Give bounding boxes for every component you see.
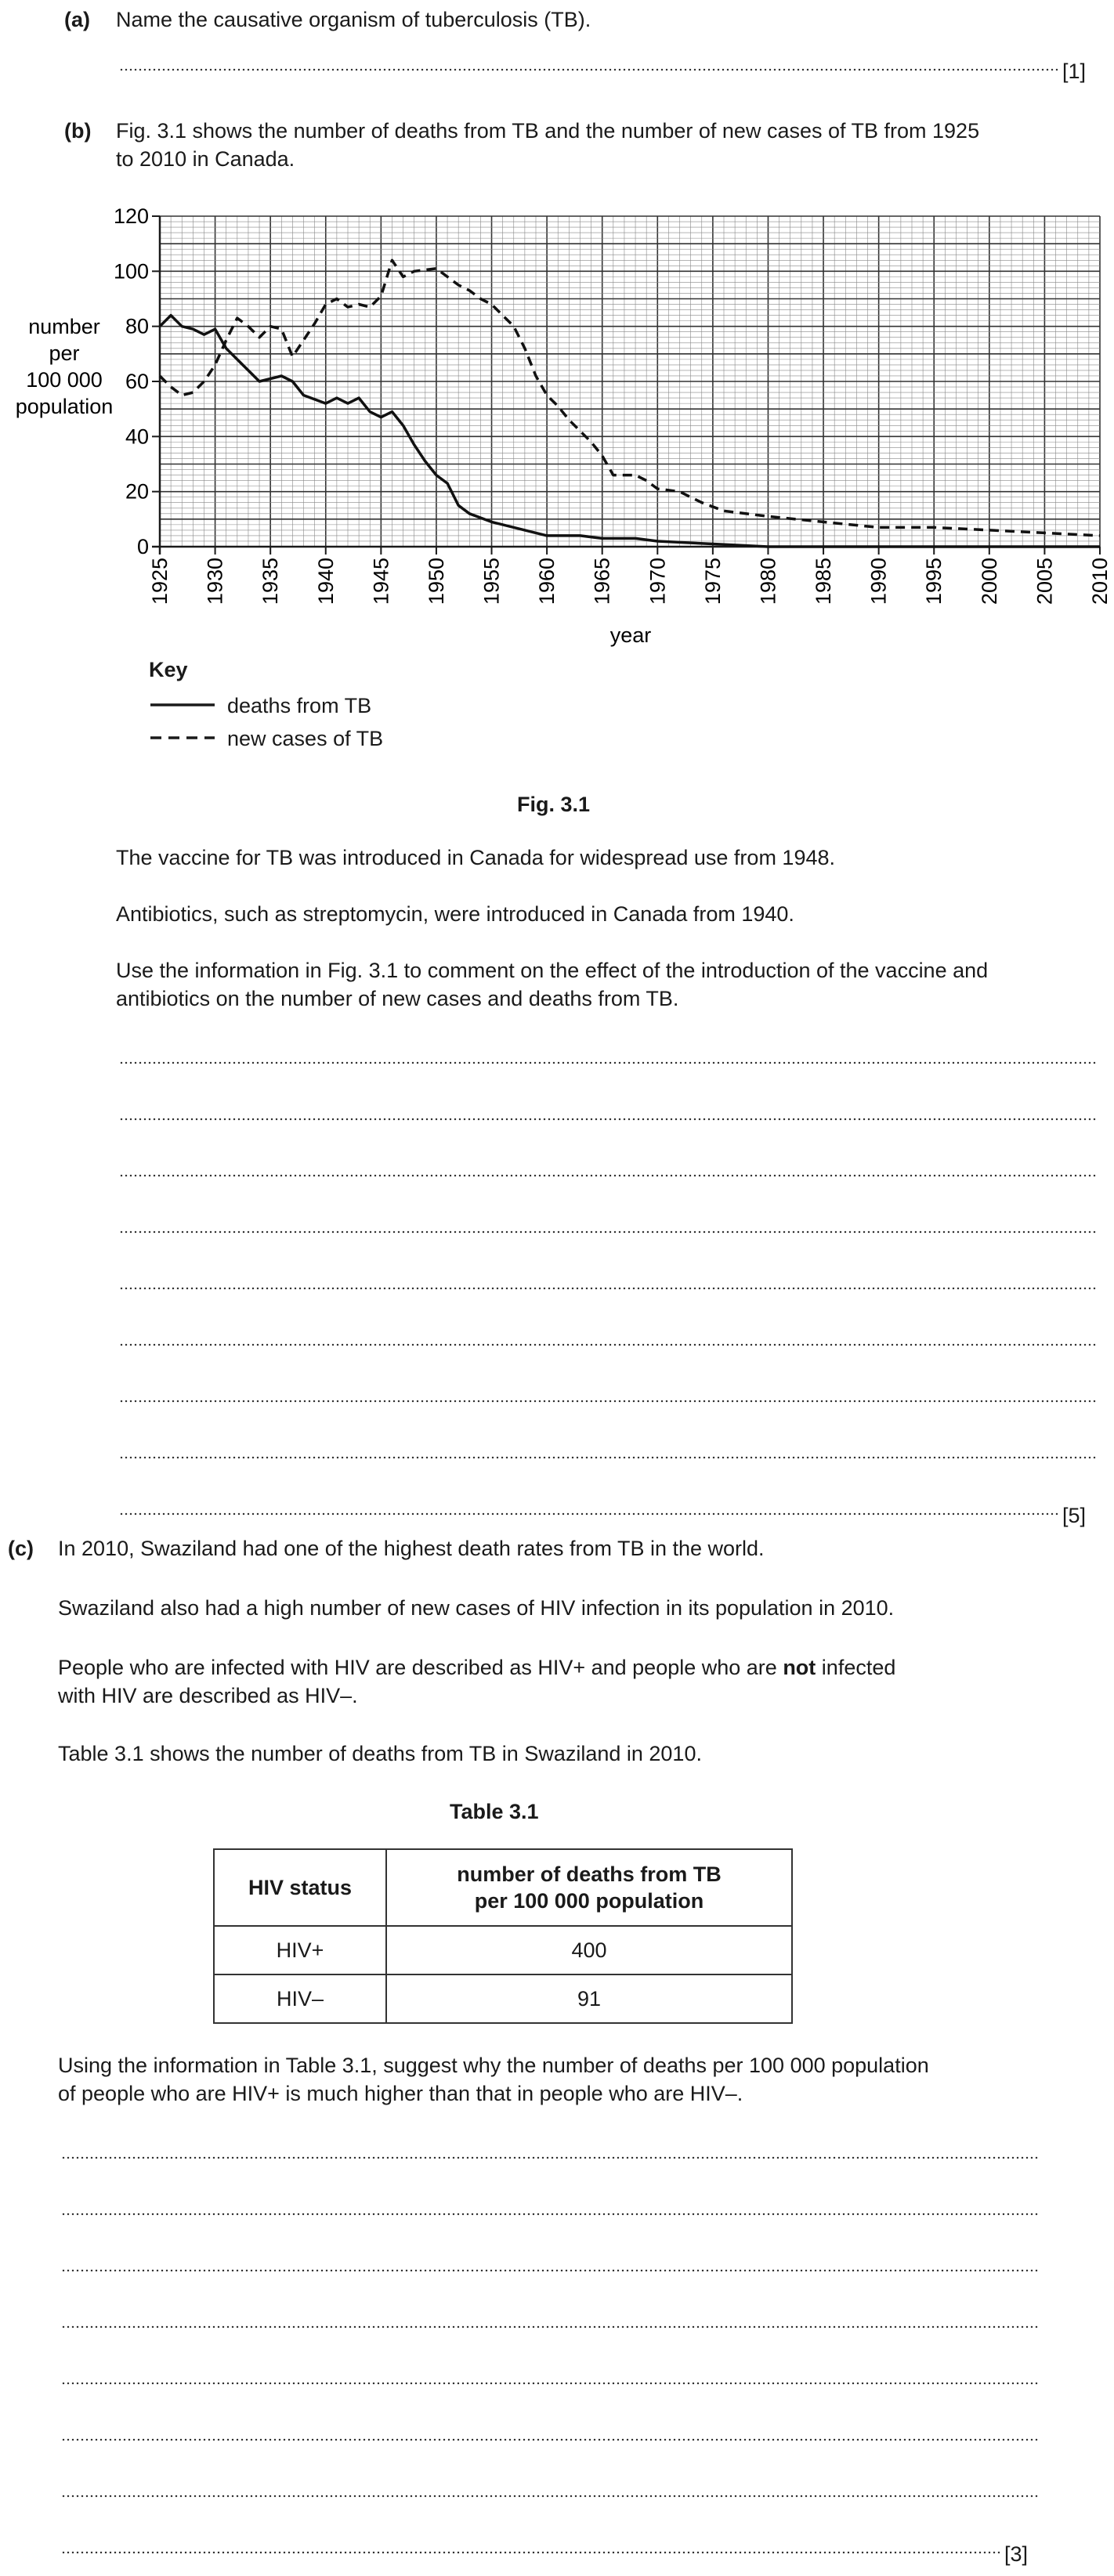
part-b-intro-line2: to 2010 in Canada.: [116, 147, 295, 171]
y-tick-label: 120: [113, 204, 149, 228]
y-axis-label-line: 100 000: [26, 368, 103, 392]
table-header-status: HIV status: [214, 1849, 386, 1926]
part-c-label: (c): [8, 1537, 34, 1560]
instruction-line1: Use the information in Fig. 3.1 to comment on the effect of the introduction of the vaccine and: [116, 959, 989, 982]
x-tick-label: 1950: [424, 558, 448, 605]
table-row: [214, 1974, 792, 2023]
part-c-p3-line2: with HIV are described as HIV–.: [58, 1684, 358, 1707]
table-row: [214, 1926, 792, 1974]
x-axis-label: year: [609, 623, 652, 647]
x-tick-label: 1965: [590, 558, 614, 605]
instruction-line2: antibiotics on the number of new cases and deaths from TB.: [116, 987, 679, 1010]
table-header-row: [214, 1849, 792, 1926]
x-tick-label: 2010: [1088, 558, 1112, 605]
x-tick-label: 1980: [756, 558, 780, 605]
table-cell-deaths: 91: [386, 1974, 792, 2023]
part-c-question-line1: Using the information in Table 3.1, suggest why the number of deaths per 100 000 population: [58, 2054, 929, 2077]
table-cell-status: HIV–: [214, 1974, 386, 2023]
x-tick-label: 1990: [866, 558, 891, 605]
answer-line-a[interactable]: [119, 49, 1059, 72]
answer-line-b[interactable]: [119, 1493, 1059, 1516]
answer-line-b[interactable]: [119, 1380, 1097, 1404]
answer-line-b[interactable]: [119, 1042, 1097, 1065]
x-tick-label: 1955: [479, 558, 504, 605]
part-a-label: (a): [64, 8, 90, 31]
vaccine-text: The vaccine for TB was introduced in Canada for widespread use from 1948.: [116, 846, 835, 869]
chart-grid: [160, 216, 1100, 547]
answer-line-c[interactable]: [61, 2249, 1039, 2273]
hiv-table: [213, 1848, 793, 2024]
x-tick-label: 1935: [259, 558, 283, 605]
x-tick-label: 1970: [646, 558, 670, 605]
y-axis-label-line: per: [49, 341, 80, 365]
part-c-p4: Table 3.1 shows the number of deaths from TB in Swaziland in 2010.: [58, 1742, 702, 1765]
legend-swatches: [149, 689, 219, 752]
answer-line-b[interactable]: [119, 1324, 1097, 1347]
part-c-question-line2: of people who are HIV+ is much higher than that in people who are HIV–.: [58, 2082, 743, 2105]
y-tick-label: 80: [125, 314, 149, 338]
chart-axes: [114, 204, 1112, 605]
part-b-label: (b): [64, 119, 92, 143]
answer-line-b[interactable]: [119, 1436, 1097, 1460]
answer-line-b[interactable]: [119, 1098, 1097, 1122]
table-header-deaths: number of deaths from TB per 100 000 population: [386, 1849, 792, 1926]
answer-line-c[interactable]: [61, 2475, 1039, 2498]
table-cell-status: HIV+: [214, 1926, 386, 1974]
x-tick-label: 2005: [1033, 558, 1057, 605]
tb-chart: [0, 196, 1114, 650]
answer-line-c[interactable]: [61, 2419, 1039, 2442]
x-tick-label: 1960: [535, 558, 559, 605]
x-tick-label: 1925: [148, 558, 172, 605]
x-tick-label: 1930: [203, 558, 227, 605]
mark-b: [5]: [1062, 1504, 1087, 1527]
y-axis-label-line: population: [15, 395, 114, 418]
x-tick-label: 1985: [812, 558, 836, 605]
answer-line-b[interactable]: [119, 1267, 1097, 1291]
answer-line-c[interactable]: [61, 2362, 1039, 2386]
answer-line-c[interactable]: [61, 2531, 1001, 2555]
answer-line-b[interactable]: [119, 1154, 1097, 1178]
x-tick-label: 1940: [313, 558, 338, 605]
legend-new-cases-label: new cases of TB: [227, 727, 384, 750]
y-tick-label: 60: [125, 370, 149, 393]
answer-line-c[interactable]: [61, 2137, 1039, 2160]
legend-title: Key: [149, 658, 188, 681]
y-tick-label: 20: [125, 479, 149, 504]
mark-c: [3]: [1004, 2542, 1029, 2566]
table-caption: Table 3.1: [450, 1800, 539, 1823]
legend-deaths-label: deaths from TB: [227, 694, 372, 717]
x-tick-label: 1975: [700, 558, 725, 605]
x-tick-label: 1995: [922, 558, 946, 605]
answer-line-c[interactable]: [61, 2193, 1039, 2217]
x-tick-label: 1945: [369, 558, 393, 605]
mark-a: [1]: [1062, 60, 1087, 83]
part-c-p1: In 2010, Swaziland had one of the highest death rates from TB in the world.: [58, 1537, 765, 1560]
figure-caption: Fig. 3.1: [517, 793, 591, 816]
x-tick-label: 2000: [977, 558, 1001, 605]
antibiotic-text: Antibiotics, such as streptomycin, were introduced in Canada from 1940.: [116, 902, 794, 926]
answer-line-b[interactable]: [119, 1211, 1097, 1234]
y-tick-label: 0: [136, 535, 149, 558]
table-cell-deaths: 400: [386, 1926, 792, 1974]
part-b-intro-line1: Fig. 3.1 shows the number of deaths from TB and the number of new cases of TB from 1925: [116, 119, 980, 143]
part-c-p3-line1: People who are infected with HIV are described as HIV+ and people who are not infected: [58, 1656, 896, 1679]
answer-line-c[interactable]: [61, 2306, 1039, 2329]
y-axis-label-line: number: [28, 315, 100, 338]
part-a-question: Name the causative organism of tuberculosis (TB).: [116, 8, 591, 31]
y-tick-label: 40: [125, 425, 149, 449]
part-c-p2: Swaziland also had a high number of new cases of HIV infection in its population in 2010.: [58, 1596, 895, 1620]
y-tick-label: 100: [113, 259, 149, 284]
